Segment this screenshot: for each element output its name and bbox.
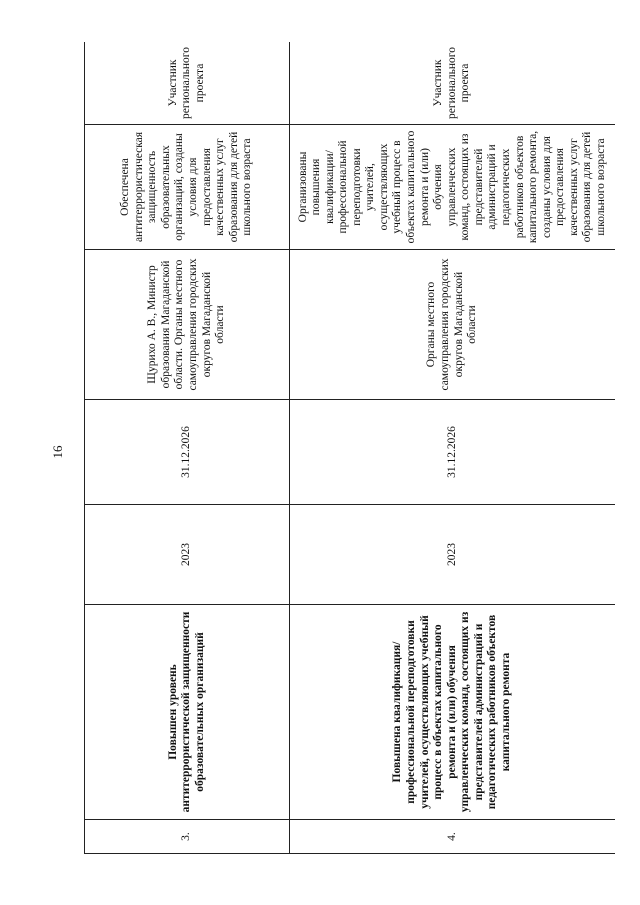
rotated-page — [84, 42, 615, 854]
responsible-cell: Органы местного самоуправления городских округов Магаданской области — [290, 250, 616, 400]
role-cell: Участник регионального проекта — [85, 42, 290, 125]
result-cell: Повышен уровень антитеррористической защищенности образовательных организаций — [85, 605, 290, 820]
role-cell: Участник регионального проекта — [290, 42, 616, 125]
row-number: 3. — [85, 820, 290, 854]
outcome-cell: Организованы повышения квалификации/профессиональной переподготовки учителей, осуществляющих учебный процесс в объектах капитального ремонта и (или) обучения управленческих команд, состоящих из представителей администраций и педагогических работников объектов капитального ремонта, созданы условия для предоставления качественных услуг образования для детей школьного возраста — [290, 125, 616, 250]
result-cell: Повышена квалификация/профессиональной переподготовки учителей, осуществляющих учебный процесс в объектах капитального ремонта и (или) обучения управленческих команд, состоящих из представителей администраций и педагогических работников объектов капитального ремонта — [290, 605, 616, 820]
table-row — [290, 42, 616, 854]
table-row — [85, 42, 290, 854]
responsible-cell: Щурихо А. В., Министр образования Магаданской области. Органы местного самоуправления городских округов Магаданской области — [85, 250, 290, 400]
page-number: 16 — [50, 445, 65, 459]
start-date-cell: 2023 — [290, 505, 616, 605]
end-date-cell: 31.12.2026 — [85, 400, 290, 505]
project-table — [84, 42, 615, 854]
end-date-cell: 31.12.2026 — [290, 400, 616, 505]
start-date-cell: 2023 — [85, 505, 290, 605]
landscape-sheet — [84, 42, 615, 854]
outcome-cell: Обеспечена антитеррористическая защищенность образовательных организаций, созданы условия для предоставления качественных услуг образования для детей школьного возраста — [85, 125, 290, 250]
row-number: 4. — [290, 820, 616, 854]
